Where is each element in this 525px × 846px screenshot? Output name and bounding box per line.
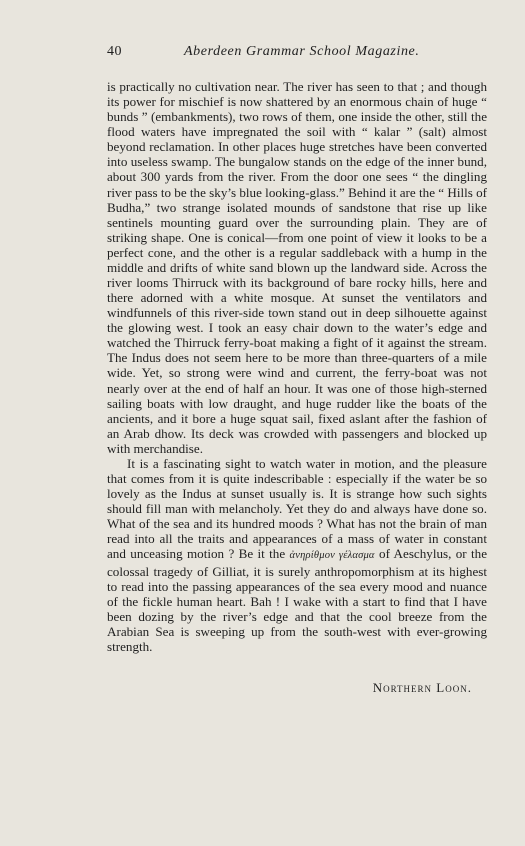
- greek-quotation: ἀνηρίθμον γέλασμα: [289, 550, 375, 562]
- paragraph-water-in-motion: [107, 456, 487, 654]
- article-body: [107, 79, 487, 654]
- paragraph-text-before-greek: It is a fascinating sight to watch water in motion, and the pleasure that comes from it is quite indescribable : especially if the water be so lovely as the Indus at sunset usually is. It is strange how such sights should fill man with melancholy. Yet they do and always have done so. What of the sea and its hundred moods ? What has not the brain of man read into all the traits and appearances of a mass of water in constant and unceasing motion ? Be it the: [107, 455, 487, 562]
- page-header: [107, 44, 487, 64]
- paragraph-continued: is practically no cultivation near. The river has seen to that ; and though its power for mischief is now shattered by an enormous chain of huge “ bunds ” (embankments), two rows of them, one inside the other, still the flood waters have impregnated the soil with “ kalar ” (salt) almost beyond reclamation. In other places huge stretches have been converted into useless swamp. The bungalow stands on the edge of the inner bund, about 300 yards from the river. From the door one sees “ the dingling river pass to be the sky’s blue looking-glass.” Behind it are the “ Hills of Budha,” two strange isolated mounds of sandstone that rise up like sentinels mounting guard over the surrounding plain. They are of striking shape. One is conical—from one point of view it looks to be a perfect cone, and the other is a regular saddleback with a hump in the middle and drifts of white sand blown up the landward side. Across the river looms Thirruck with its background of bare rocky hills, here and there adorned with a white mosque. At sunset the ventilators and windfunnels of this river-side town stand out in deep silhouette against the glowing west. I took an easy chair down to the water’s edge and watched the Thirruck ferry-boat making a fight of it against the stream. The Indus does not seem here to be more than three-quarters of a mile wide. Yet, so strong were wind and current, the ferry-boat was not nearly over at the end of half an hour. It was one of those high-sterned sailing boats with low draught, and huge rudder like the boats of the ancients, and it bore a huge squat sail, fixed aslant after the fashion of an Arab dhow. Its deck was crowded with passengers and blocked up with merchandise.: [107, 79, 488, 456]
- page-number: 40: [107, 44, 122, 59]
- author-signature: Northern Loon.: [372, 680, 472, 695]
- running-title: Aberdeen Grammar School Magazine.: [184, 44, 420, 59]
- paragraph-text-after-greek: of Aeschylus, or the colossal tragedy of Gilliat, it is surely anthropomorphism at its highest to read into the passing appearances of the sea every mood and nuance of the fickle human heart. Bah ! I wake with a start to find that I have been dozing by the river’s edge and that the cool breeze from the Arabian Sea is sweeping up from the south-west with ever-growing strength.: [107, 546, 488, 654]
